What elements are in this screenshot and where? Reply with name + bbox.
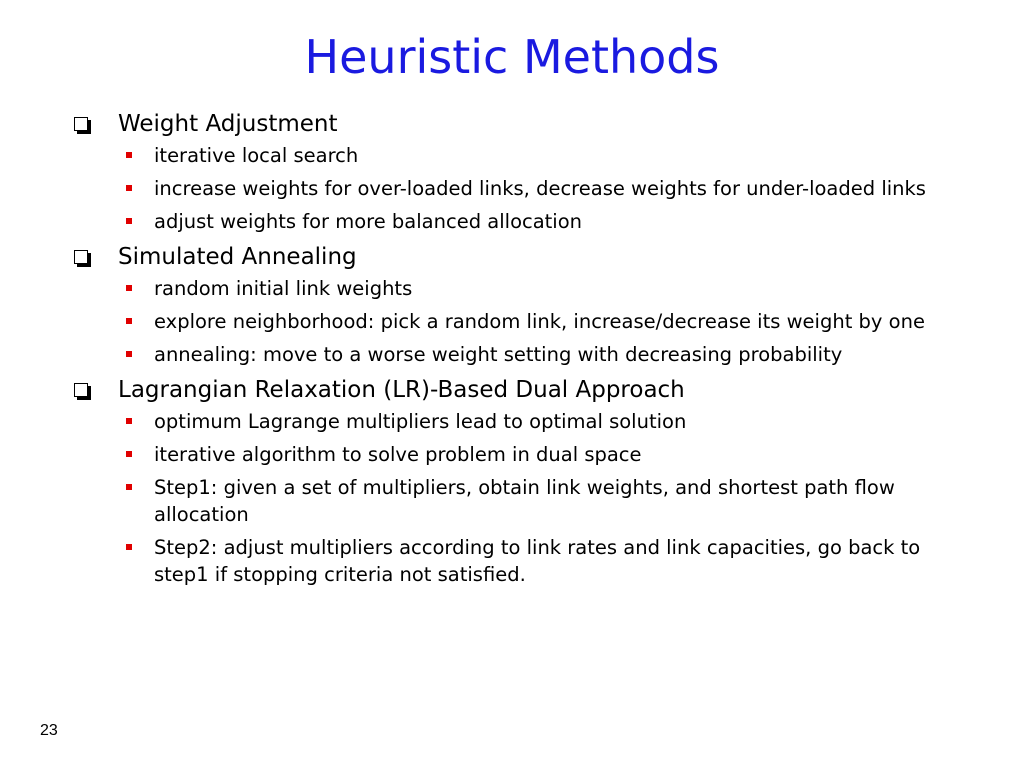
list-item-text: annealing: move to a worse weight setting with decreasing probability bbox=[154, 343, 843, 366]
list-item-text: iterative algorithm to solve problem in dual space bbox=[154, 443, 642, 466]
list-item bbox=[72, 275, 972, 302]
box-bullet-icon bbox=[74, 383, 88, 397]
list-item bbox=[72, 474, 972, 528]
list-item-text: explore neighborhood: pick a random link, increase/decrease its weight by one bbox=[154, 310, 925, 333]
list-item bbox=[72, 441, 972, 468]
list-item bbox=[72, 534, 972, 588]
square-bullet-icon bbox=[126, 318, 132, 324]
list-item bbox=[72, 308, 972, 335]
square-bullet-icon bbox=[126, 351, 132, 357]
square-bullet-icon bbox=[126, 152, 132, 158]
square-bullet-icon bbox=[126, 544, 132, 550]
slide-title: Heuristic Methods bbox=[304, 30, 720, 84]
section-items bbox=[72, 408, 972, 588]
square-bullet-icon bbox=[126, 418, 132, 424]
square-bullet-icon bbox=[126, 451, 132, 457]
list-item bbox=[72, 408, 972, 435]
square-bullet-icon bbox=[126, 185, 132, 191]
section-heading: Weight Adjustment bbox=[118, 111, 338, 137]
list-item-text: Step2: adjust multipliers according to link rates and link capacities, go back to step1 if stopping criteria not satisfied. bbox=[154, 536, 921, 586]
section-items bbox=[72, 275, 972, 368]
list-item-text: adjust weights for more balanced allocation bbox=[154, 210, 583, 233]
list-item bbox=[72, 208, 972, 235]
list-item-text: optimum Lagrange multipliers lead to optimal solution bbox=[154, 410, 687, 433]
page-number: 23 bbox=[40, 722, 58, 739]
section-items bbox=[72, 142, 972, 235]
square-bullet-icon bbox=[126, 285, 132, 291]
list-item bbox=[72, 341, 972, 368]
square-bullet-icon bbox=[126, 218, 132, 224]
square-bullet-icon bbox=[126, 484, 132, 490]
list-item-text: increase weights for over-loaded links, decrease weights for under-loaded links bbox=[154, 177, 926, 200]
list-item bbox=[72, 142, 972, 169]
list-item-text: Step1: given a set of multipliers, obtain link weights, and shortest path flow allocation bbox=[154, 476, 895, 526]
list-item bbox=[72, 175, 972, 202]
list-item-text: iterative local search bbox=[154, 144, 359, 167]
section-heading: Lagrangian Relaxation (LR)-Based Dual Approach bbox=[118, 377, 685, 403]
list-item-text: random initial link weights bbox=[154, 277, 413, 300]
section-simulated-annealing bbox=[72, 241, 972, 273]
section-weight-adjustment bbox=[72, 108, 972, 140]
slide-content bbox=[72, 106, 972, 594]
section-lagrangian-relaxation bbox=[72, 374, 972, 406]
box-bullet-icon bbox=[74, 117, 88, 131]
box-bullet-icon bbox=[74, 250, 88, 264]
section-heading: Simulated Annealing bbox=[118, 244, 357, 270]
